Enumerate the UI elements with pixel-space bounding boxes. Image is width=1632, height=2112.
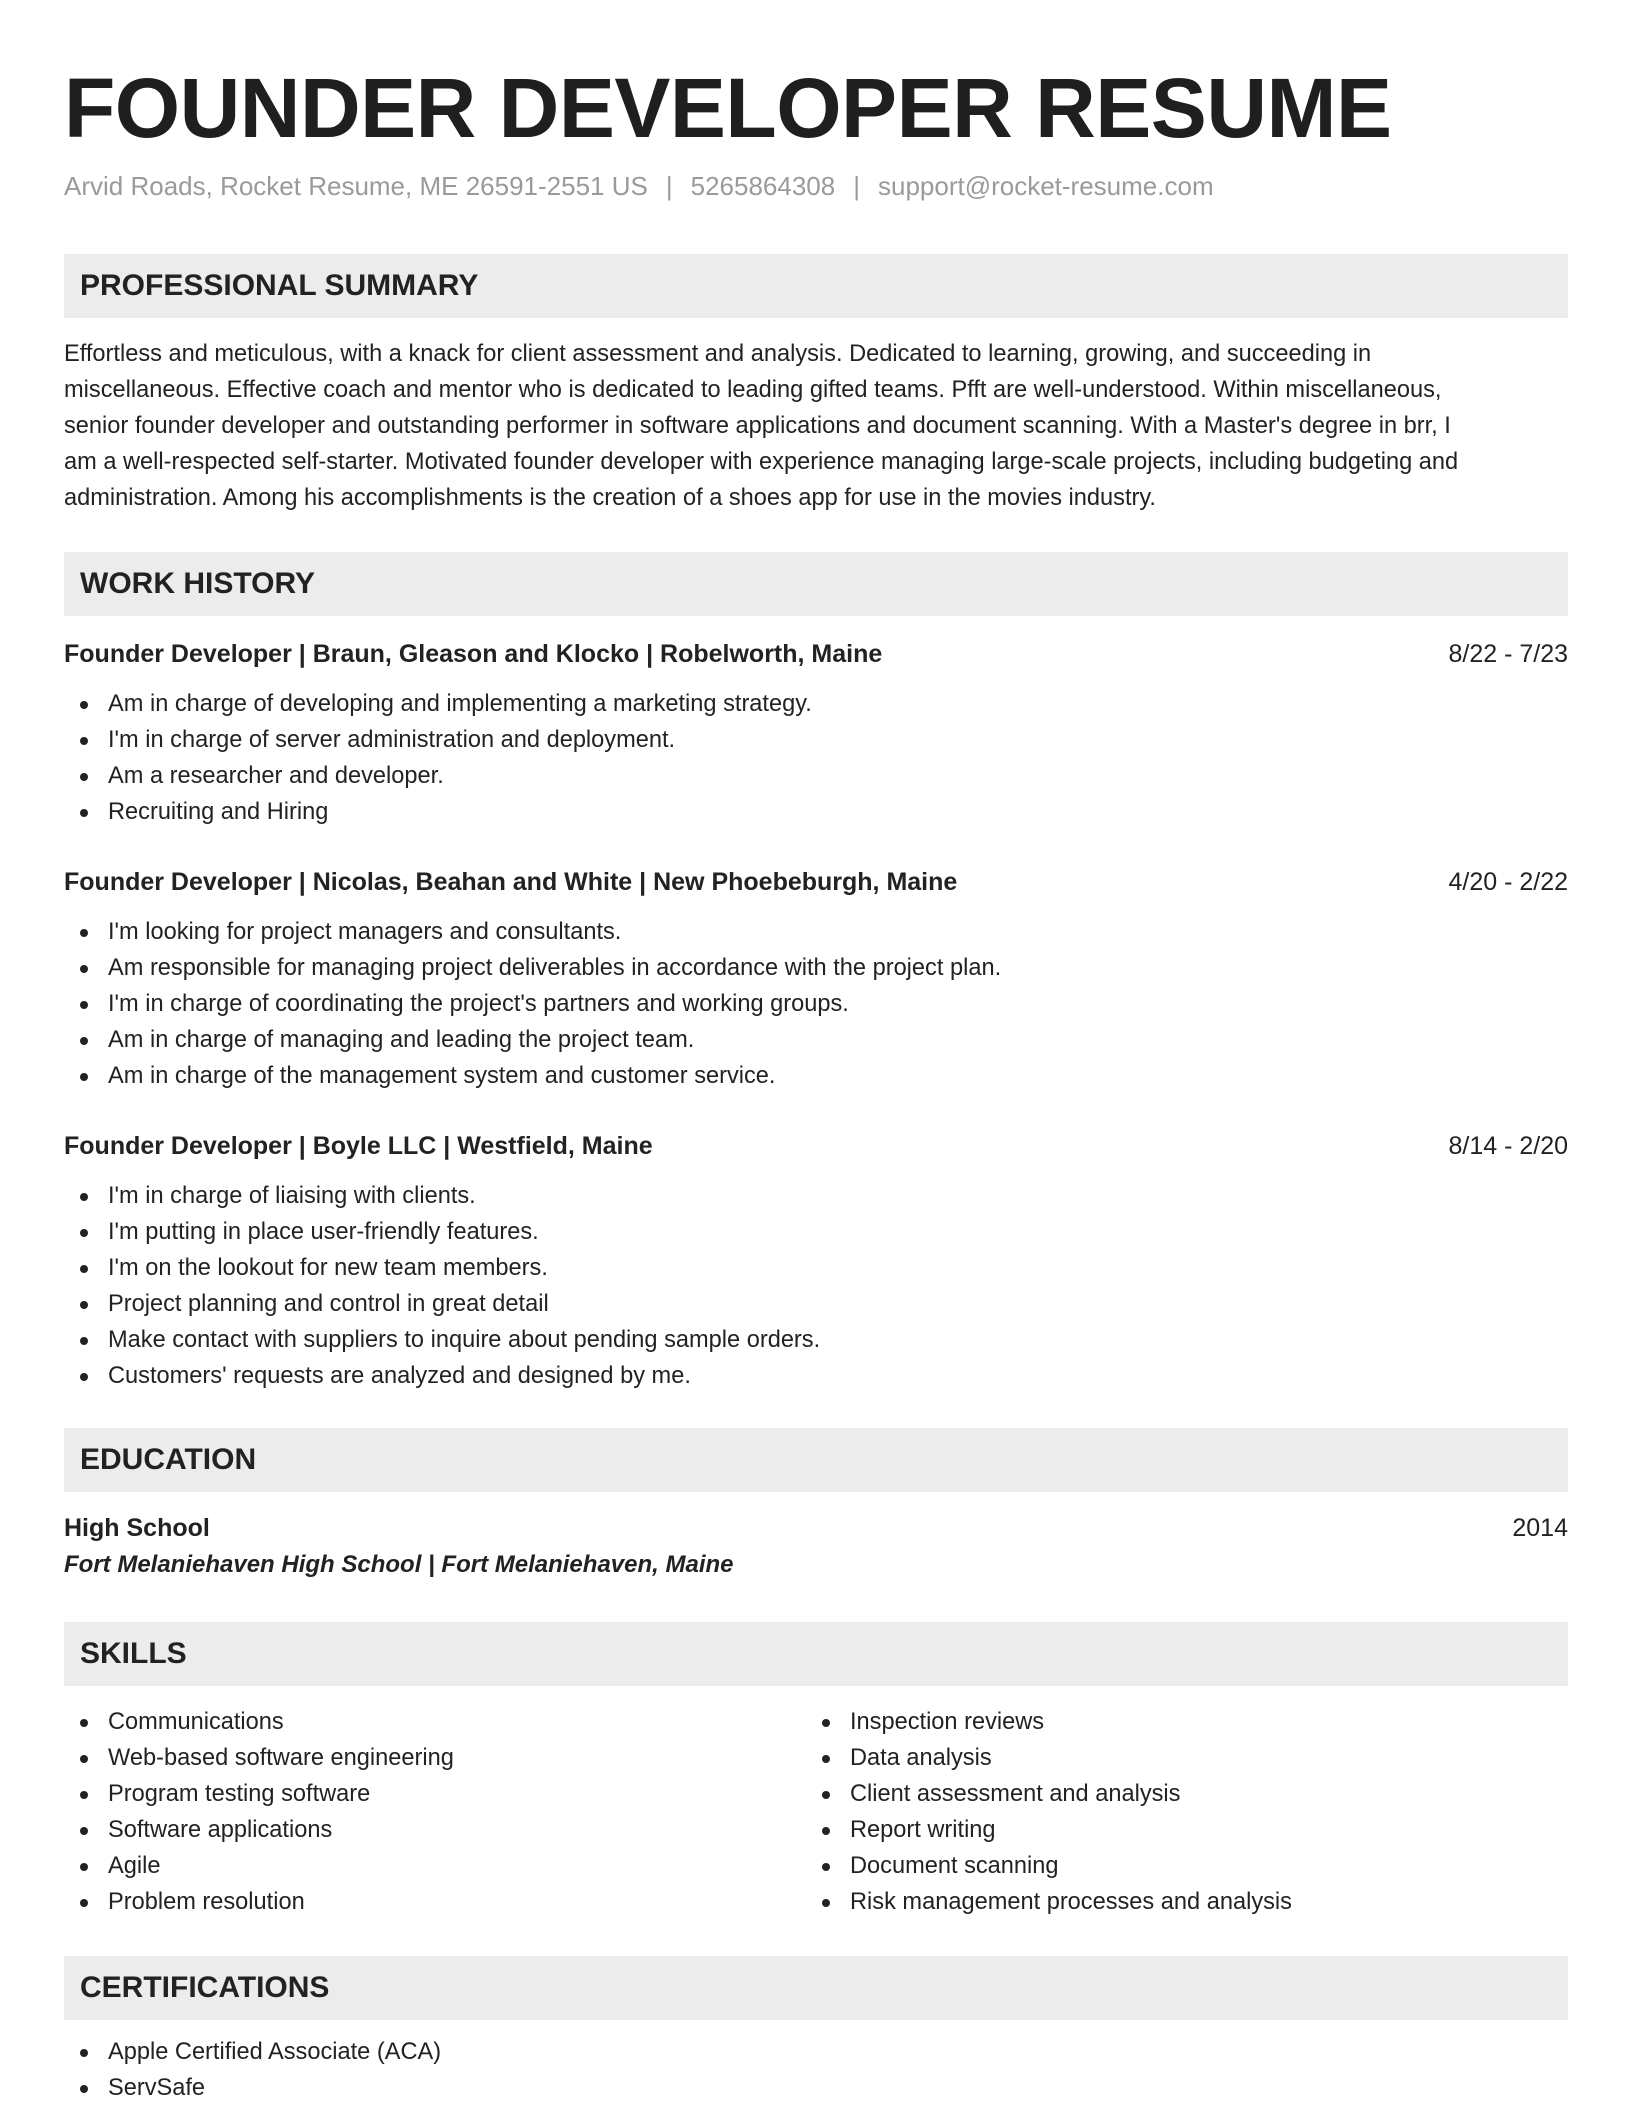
education-degree: High School bbox=[64, 1514, 210, 1543]
contact-phone: 5265864308 bbox=[690, 171, 836, 202]
list-item: Communications bbox=[64, 1704, 806, 1740]
job-dates: 8/22 - 7/23 bbox=[1448, 640, 1568, 669]
education-year: 2014 bbox=[1512, 1514, 1568, 1543]
contact-separator: | bbox=[853, 171, 860, 202]
skills-column-left bbox=[64, 1704, 806, 1920]
education-school: Fort Melaniehaven High School | Fort Melaniehaven, Maine bbox=[64, 1551, 734, 1579]
summary-line: administration. Among his accomplishments is the creation of a shoes app for use in the movies industry. bbox=[64, 485, 1156, 512]
list-item: Customers' requests are analyzed and designed by me. bbox=[64, 1358, 1568, 1394]
resume-title: FOUNDER DEVELOPER RESUME bbox=[64, 61, 1392, 155]
list-item: I'm looking for project managers and consultants. bbox=[64, 914, 1568, 950]
job-entry bbox=[64, 636, 1568, 830]
list-item: I'm in charge of liaising with clients. bbox=[64, 1178, 1568, 1214]
list-item: I'm putting in place user-friendly features. bbox=[64, 1214, 1568, 1250]
job-title: Founder Developer | Boyle LLC | Westfield, Maine bbox=[64, 1132, 653, 1161]
job-bullets bbox=[64, 686, 1568, 830]
list-item: Apple Certified Associate (ACA) bbox=[64, 2034, 1568, 2070]
summary-line: senior founder developer and outstanding performer in software applications and document scanning. With a Master's degree in brr, I bbox=[64, 413, 1451, 440]
contact-line bbox=[64, 170, 1568, 204]
list-item: I'm in charge of server administration and deployment. bbox=[64, 722, 1568, 758]
list-item: Am in charge of the management system and customer service. bbox=[64, 1058, 1568, 1094]
list-item: Inspection reviews bbox=[806, 1704, 1548, 1740]
list-item: Software applications bbox=[64, 1812, 806, 1848]
list-item: ServSafe bbox=[64, 2070, 1568, 2106]
list-item: Document scanning bbox=[806, 1848, 1548, 1884]
certifications-list bbox=[64, 2034, 1568, 2106]
job-dates: 8/14 - 2/20 bbox=[1448, 1132, 1568, 1161]
summary-text bbox=[64, 336, 1568, 516]
list-item: Am in charge of developing and implementing a marketing strategy. bbox=[64, 686, 1568, 722]
section-header-certifications: CERTIFICATIONS bbox=[64, 1956, 1568, 2020]
list-item: I'm in charge of coordinating the project's partners and working groups. bbox=[64, 986, 1568, 1022]
job-title: Founder Developer | Nicolas, Beahan and White | New Phoebeburgh, Maine bbox=[64, 868, 958, 897]
summary-line: miscellaneous. Effective coach and mentor who is dedicated to leading gifted teams. Pfft are well-understood. Within miscellaneous, bbox=[64, 377, 1442, 404]
list-item: Project planning and control in great detail bbox=[64, 1286, 1568, 1322]
list-item: Data analysis bbox=[806, 1740, 1548, 1776]
section-header-skills: SKILLS bbox=[64, 1622, 1568, 1686]
section-header-summary: PROFESSIONAL SUMMARY bbox=[64, 254, 1568, 318]
job-header bbox=[64, 636, 1568, 672]
list-item: Problem resolution bbox=[64, 1884, 806, 1920]
education-header bbox=[64, 1510, 1568, 1546]
list-item: Web-based software engineering bbox=[64, 1740, 806, 1776]
list-item: Recruiting and Hiring bbox=[64, 794, 1568, 830]
section-header-education: EDUCATION bbox=[64, 1428, 1568, 1492]
job-header bbox=[64, 1128, 1568, 1164]
list-item: Program testing software bbox=[64, 1776, 806, 1812]
contact-address: Arvid Roads, Rocket Resume, ME 26591-2551 US bbox=[64, 171, 648, 202]
list-item: I'm on the lookout for new team members. bbox=[64, 1250, 1568, 1286]
job-title: Founder Developer | Braun, Gleason and Klocko | Robelworth, Maine bbox=[64, 640, 883, 669]
contact-separator: | bbox=[665, 171, 673, 202]
list-item: Am responsible for managing project deliverables in accordance with the project plan. bbox=[64, 950, 1568, 986]
list-item: Am in charge of managing and leading the project team. bbox=[64, 1022, 1568, 1058]
list-item: Make contact with suppliers to inquire about pending sample orders. bbox=[64, 1322, 1568, 1358]
list-item: Risk management processes and analysis bbox=[806, 1884, 1548, 1920]
section-header-work: WORK HISTORY bbox=[64, 552, 1568, 616]
summary-line: Effortless and meticulous, with a knack for client assessment and analysis. Dedicated to learning, growing, and succeeding in bbox=[64, 341, 1372, 368]
skills-list bbox=[64, 1704, 1568, 1920]
summary-line: am a well-respected self-starter. Motivated founder developer with experience managing large-scale projects, including budgeting and bbox=[64, 449, 1459, 476]
skills-column-right bbox=[806, 1704, 1548, 1920]
job-entry bbox=[64, 864, 1568, 1094]
job-entry bbox=[64, 1128, 1568, 1394]
list-item: Am a researcher and developer. bbox=[64, 758, 1568, 794]
education-entry bbox=[64, 1510, 1568, 1584]
job-dates: 4/20 - 2/22 bbox=[1448, 868, 1568, 897]
job-bullets bbox=[64, 914, 1568, 1094]
list-item: Report writing bbox=[806, 1812, 1548, 1848]
job-bullets bbox=[64, 1178, 1568, 1394]
contact-email: support@rocket-resume.com bbox=[877, 171, 1214, 202]
list-item: Client assessment and analysis bbox=[806, 1776, 1548, 1812]
list-item: Agile bbox=[64, 1848, 806, 1884]
job-header bbox=[64, 864, 1568, 900]
